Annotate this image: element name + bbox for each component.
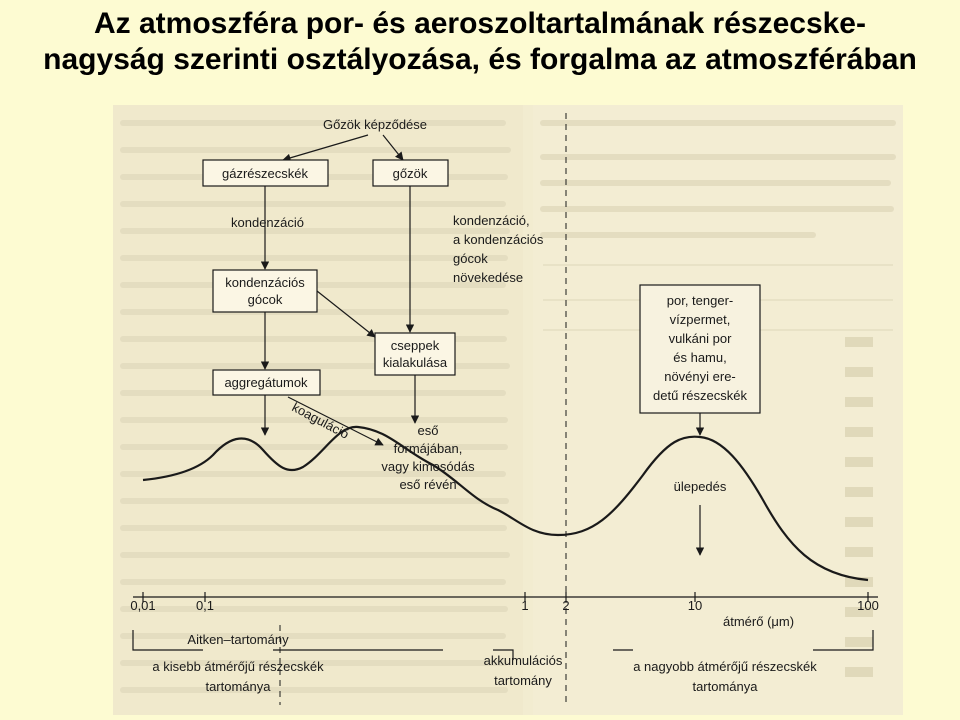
svg-text:10: 10 (687, 598, 703, 613)
svg-text:tartomány: tartomány (494, 673, 552, 688)
svg-text:vagy kimosódás: vagy kimosódás (381, 459, 475, 474)
box-cseppek (375, 333, 455, 375)
label-ulepedes: ülepedés (673, 479, 727, 494)
svg-text:és hamu,: és hamu, (673, 350, 727, 365)
svg-text:0,01: 0,01 (130, 598, 156, 613)
svg-text:kialakulása: kialakulása (382, 355, 448, 370)
svg-text:gócok: gócok (453, 251, 488, 266)
box-gozok (373, 160, 448, 186)
svg-text:kondenzáció,: kondenzáció, (453, 213, 530, 228)
svg-text:0,1: 0,1 (195, 598, 215, 613)
svg-text:gőzök: gőzök (392, 166, 428, 181)
header-label: Gőzök képződése (322, 117, 428, 132)
svg-text:gócok: gócok (247, 292, 283, 307)
svg-text:1: 1 (521, 598, 529, 613)
box-aggregatumok (213, 370, 320, 395)
box-gazreszecskek (203, 160, 328, 186)
svg-text:tartománya: tartománya (205, 679, 271, 694)
box-kondenzacios-gocok (213, 270, 317, 312)
svg-text:vízpermet,: vízpermet, (669, 312, 731, 327)
svg-text:por, tenger-: por, tenger- (666, 293, 734, 308)
svg-text:a kisebb átmérőjű részecskék: a kisebb átmérőjű részecskék (152, 659, 324, 674)
svg-text:növekedése: növekedése (453, 270, 524, 285)
svg-text:eső révén: eső révén (399, 477, 457, 492)
svg-text:cseppek: cseppek (390, 338, 440, 353)
svg-text:tartománya: tartománya (692, 679, 758, 694)
svg-text:Aitken–tartomány: Aitken–tartomány (187, 632, 289, 647)
box-por (640, 285, 760, 413)
svg-text:2: 2 (562, 598, 570, 613)
label-koagulacio: koaguláció (289, 399, 352, 442)
svg-text:kondenzációs: kondenzációs (225, 275, 305, 290)
scanned-diagram (113, 105, 903, 715)
slide-title (0, 6, 960, 78)
svg-text:100: 100 (857, 598, 879, 613)
slide-title-line2: nagyság szerinti osztályozása, és forgalma az atmoszférában (43, 43, 917, 76)
x-axis-label: átmérő (μm) (723, 614, 795, 629)
label-kondenzacio: kondenzáció (231, 215, 304, 230)
svg-text:a kondenzációs: a kondenzációs (453, 232, 544, 247)
svg-text:akkumulációs: akkumulációs (483, 653, 563, 668)
svg-text:gázrészecskék: gázrészecskék (222, 166, 308, 181)
svg-text:formájában,: formájában, (393, 441, 463, 456)
svg-text:aggregátumok: aggregátumok (224, 375, 308, 390)
slide-title-line1: Az atmoszféra por- és aeroszoltartalmának részecske- (93, 7, 866, 40)
svg-text:a nagyobb átmérőjű részecskék: a nagyobb átmérőjű részecskék (633, 659, 817, 674)
svg-text:vulkáni por: vulkáni por (668, 331, 732, 346)
svg-text:eső: eső (417, 423, 439, 438)
diagram-canvas (113, 105, 903, 715)
svg-text:detű részecskék: detű részecskék (653, 388, 747, 403)
svg-text:növényi ere-: növényi ere- (664, 369, 736, 384)
